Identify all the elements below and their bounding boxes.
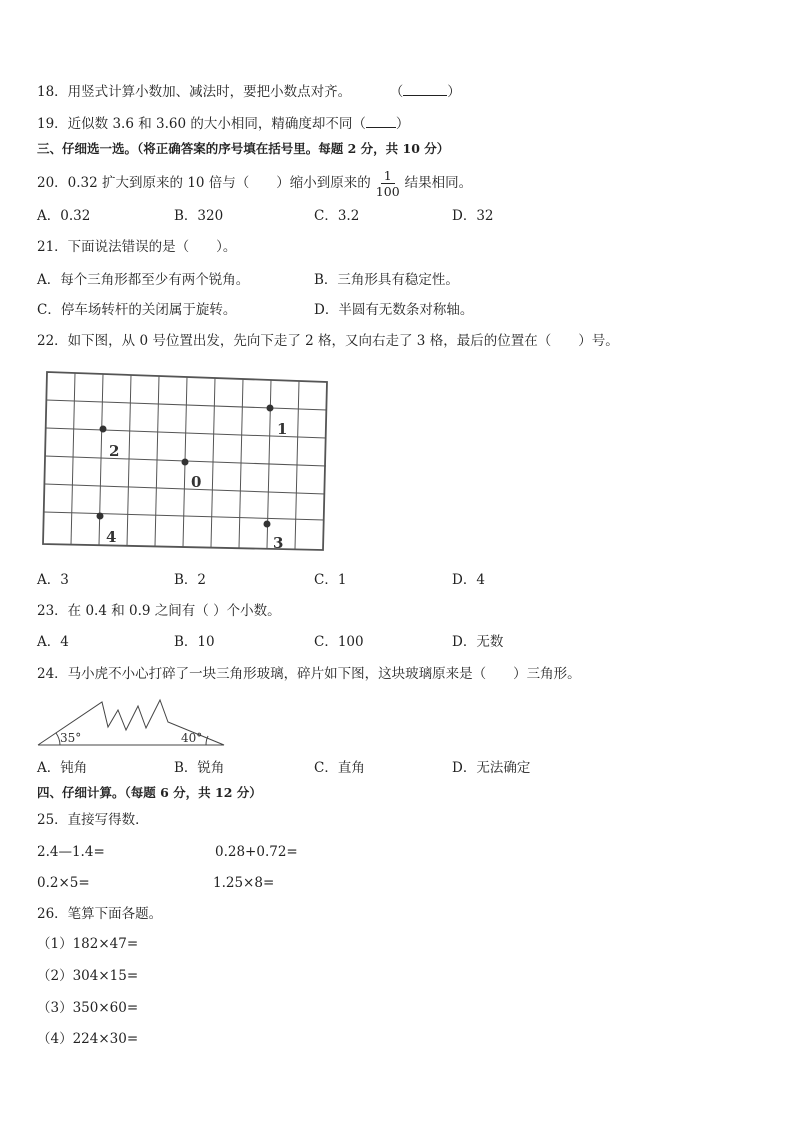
q24-option-d[interactable]: D．无法确定	[452, 760, 531, 776]
q25-item-2: 0.28+0.72=	[215, 844, 298, 860]
answer-paren-close: ）	[395, 116, 410, 132]
fraction	[373, 168, 403, 199]
q26-item-4: （4）224×30=	[37, 1031, 139, 1047]
question-26: 26．笔算下面各题。	[37, 906, 163, 922]
q23-option-d[interactable]: D．无数	[452, 634, 504, 650]
grid-figure	[40, 368, 332, 554]
answer-blank[interactable]	[366, 113, 396, 128]
grid-label-1: 1	[277, 420, 288, 438]
q20-option-d[interactable]: D．32	[452, 208, 494, 224]
q21-option-c[interactable]: C．停车场转杆的关闭属于旋转。	[37, 302, 237, 318]
point-4	[97, 513, 104, 520]
q22-option-c[interactable]: C．1	[314, 572, 347, 588]
q22-option-d[interactable]: D．4	[452, 572, 485, 588]
question-18	[37, 81, 461, 102]
section-4-heading: 四、仔细计算。（每题 6 分，共 12 分）	[37, 785, 262, 800]
question-19	[37, 113, 409, 134]
q26-item-1: （1）182×47=	[37, 936, 139, 952]
section-3-heading: 三、仔细选一选。（将正确答案的序号填在括号里。每题 2 分，共 10 分）	[37, 141, 450, 156]
angle-label-left: 35°	[60, 731, 82, 745]
q24-option-c[interactable]: C．直角	[314, 760, 365, 776]
answer-paren-close: ）	[447, 84, 461, 100]
broken-triangle-figure	[36, 694, 228, 748]
q21-option-a[interactable]: A．每个三角形都至少有两个锐角。	[37, 272, 250, 288]
question-22: 22．如下图，从 0 号位置出发，先向下走了 2 格，又向右走了 3 格，最后的位置在（ ）号。	[37, 333, 619, 349]
q21-option-d[interactable]: D．半圆有无数条对称轴。	[314, 302, 474, 318]
question-25: 25．直接写得数．	[37, 812, 149, 828]
question-18-text: 18．用竖式计算小数加、减法时，要把小数点对齐。	[37, 84, 352, 100]
grid-label-0: 0	[191, 473, 202, 491]
q24-option-b[interactable]: B．锐角	[174, 760, 225, 776]
answer-blank[interactable]	[403, 81, 447, 96]
point-0	[182, 459, 189, 466]
q25-item-3: 0.2×5=	[37, 875, 90, 891]
grid-label-4: 4	[106, 528, 117, 546]
fraction-numerator: 1	[381, 168, 395, 184]
grid-label-3: 3	[273, 534, 284, 552]
q22-option-a[interactable]: A．3	[37, 572, 69, 588]
q22-option-b[interactable]: B．2	[174, 572, 207, 588]
q20-option-a[interactable]: A．0.32	[37, 208, 91, 224]
question-24: 24．马小虎不小心打碎了一块三角形玻璃，碎片如下图，这块玻璃原来是（ ）三角形。	[37, 666, 581, 682]
q25-item-1: 2.4—1.4=	[37, 844, 105, 860]
grid-label-2: 2	[109, 442, 120, 460]
point-1	[267, 405, 274, 412]
angle-label-right: 40°	[181, 731, 203, 745]
q26-item-2: （2）304×15=	[37, 968, 139, 984]
fraction-denominator: 100	[375, 184, 400, 199]
answer-paren-open: （	[389, 84, 404, 100]
q25-item-4: 1.25×8=	[213, 875, 275, 891]
q23-option-c[interactable]: C．100	[314, 634, 364, 650]
q24-option-a[interactable]: A．钝角	[37, 760, 88, 776]
q23-option-a[interactable]: A．4	[37, 634, 69, 650]
question-19-text: 19．近似数 3.6 和 3.60 的大小相同，精确度却不同（	[37, 116, 366, 132]
q20-option-c[interactable]: C．3.2	[314, 208, 360, 224]
point-2	[100, 426, 107, 433]
q26-item-3: （3）350×60=	[37, 1000, 139, 1016]
q20-option-b[interactable]: B．320	[174, 208, 224, 224]
question-20-text-after: 结果相同。	[404, 175, 473, 191]
point-3	[264, 521, 271, 528]
question-21: 21．下面说法错误的是（ ）。	[37, 239, 237, 255]
question-23: 23．在 0.4 和 0.9 之间有（ ）个小数。	[37, 603, 281, 619]
question-20	[37, 168, 472, 199]
question-20-text: 20．0.32 扩大到原来的 10 倍与（ ）缩小到原来的	[37, 175, 371, 191]
q21-option-b[interactable]: B．三角形具有稳定性。	[314, 272, 459, 288]
q23-option-b[interactable]: B．10	[174, 634, 215, 650]
